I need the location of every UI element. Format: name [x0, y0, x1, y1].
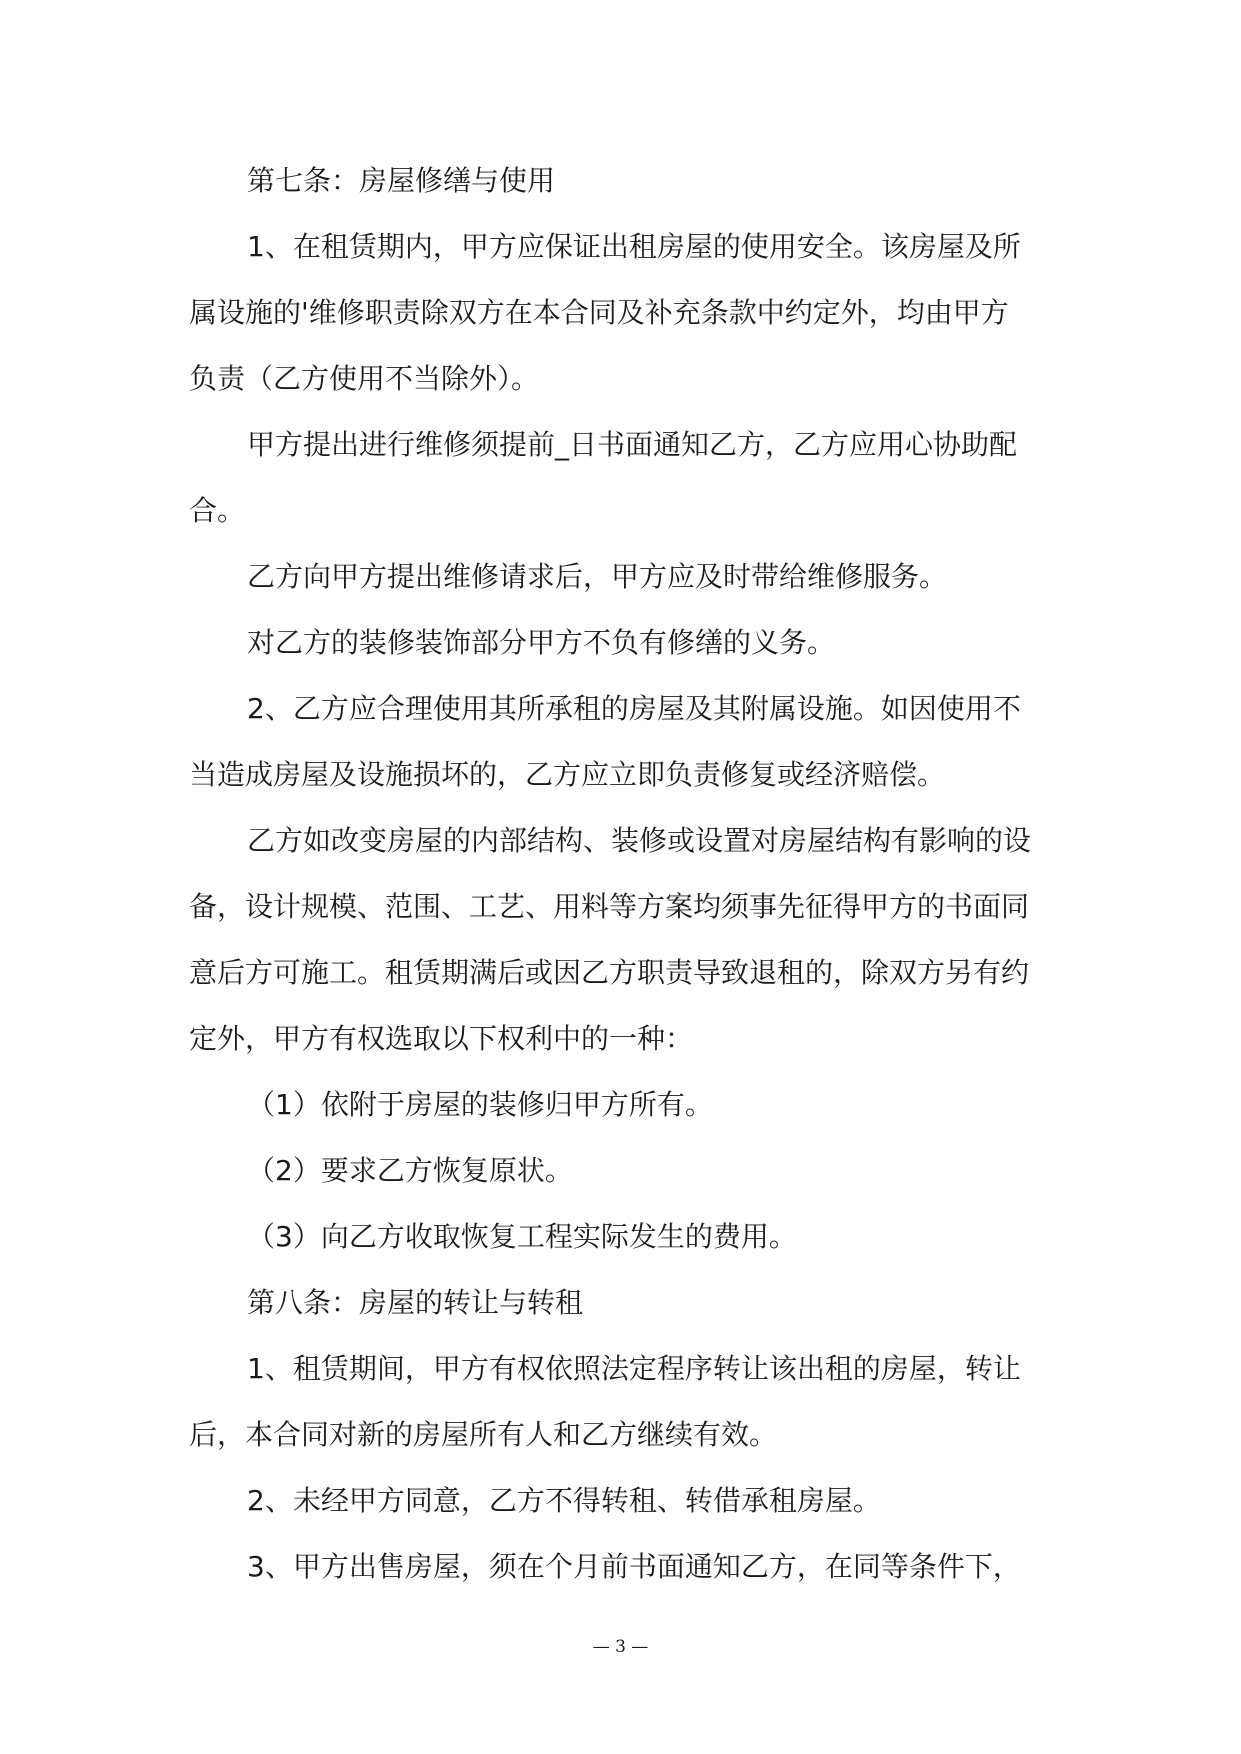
list-item: （2）要求乙方恢复原状。 [247, 1154, 573, 1187]
paragraph-line: 1、租赁期间，甲方有权依照法定程序转让该出租的房屋，转让 [247, 1352, 1021, 1385]
list-item: （1）依附于房屋的装修归甲方所有。 [247, 1088, 713, 1121]
paragraph-line: 备，设计规模、范围、工艺、用料等方案均须事先征得甲方的书面同 [189, 890, 1030, 923]
article-8-heading: 第八条：房屋的转让与转租 [247, 1286, 584, 1319]
paragraph-line: 3、甲方出售房屋，须在个月前书面通知乙方，在同等条件下， [247, 1550, 1021, 1583]
article-7-heading: 第七条：房屋修缮与使用 [247, 164, 556, 197]
paragraph-line: 2、乙方应合理使用其所承租的房屋及其附属设施。如因使用不 [247, 692, 1021, 725]
paragraph-line: 负责（乙方使用不当除外）。 [189, 362, 540, 395]
paragraph-line: 合。 [189, 494, 246, 527]
paragraph-line: 甲方提出进行维修须提前_日书面通知乙方，乙方应用心协助配 [247, 428, 1018, 461]
paragraph-line: 乙方向甲方提出维修请求后，甲方应及时带给维修服务。 [247, 560, 948, 593]
paragraph-line: 1、在租赁期内，甲方应保证出租房屋的使用安全。该房屋及所 [247, 230, 1021, 263]
paragraph-line: 当造成房屋及设施损坏的，乙方应立即负责修复或经济赔偿。 [189, 758, 946, 791]
paragraph-line: 定外，甲方有权选取以下权利中的一种： [189, 1022, 694, 1055]
paragraph-line: 后，本合同对新的房屋所有人和乙方继续有效。 [189, 1418, 778, 1451]
paragraph-line: 属设施的'维修职责除双方在本合同及补充条款中约定外，均由甲方 [189, 296, 1009, 329]
paragraph-line: 2、未经甲方同意，乙方不得转租、转借承租房屋。 [247, 1484, 881, 1517]
paragraph-line: 对乙方的装修装饰部分甲方不负有修缮的义务。 [247, 626, 836, 659]
paragraph-line: 意后方可施工。租赁期满后或因乙方职责导致退租的，除双方另有约 [189, 956, 1030, 989]
list-item: （3）向乙方收取恢复工程实际发生的费用。 [247, 1220, 797, 1253]
page-number: — 3 — [592, 1637, 649, 1657]
paragraph-line: 乙方如改变房屋的内部结构、装修或设置对房屋结构有影响的设 [247, 824, 1032, 857]
document-body [189, 148, 1061, 1600]
